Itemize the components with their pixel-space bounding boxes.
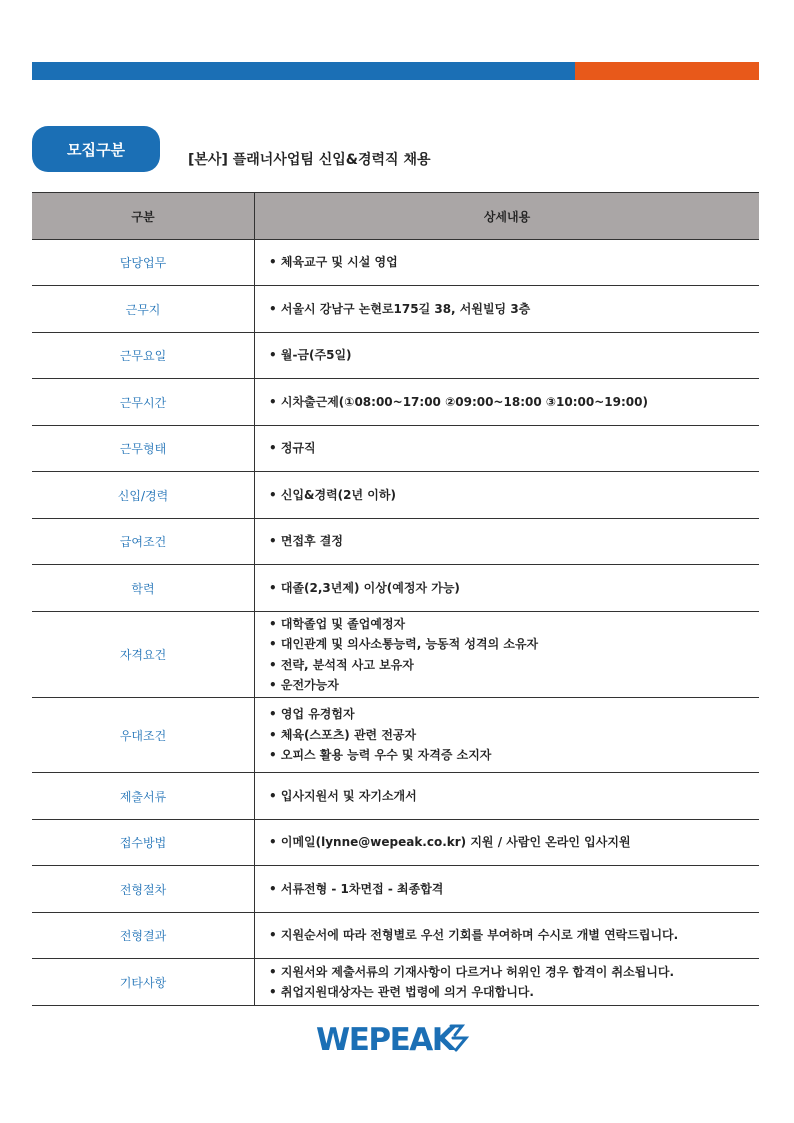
section-badge: 모집구분: [32, 126, 160, 172]
table-row: [32, 773, 759, 820]
row-label: 제출서류: [32, 773, 255, 820]
row-label: 전형절차: [32, 866, 255, 913]
row-detail: [255, 773, 760, 820]
detail-line: • 대졸(2,3년제) 이상(예정자 가능): [269, 580, 460, 595]
row-label: 담당업무: [32, 240, 255, 286]
detail-line: • 체육(스포츠) 관련 전공자: [269, 727, 417, 742]
row-label: 우대조건: [32, 698, 255, 773]
detail-line: • 정규직: [269, 441, 316, 456]
column-header-category: 구분: [32, 193, 255, 240]
detail-line: • 월-금(주5일): [269, 348, 352, 363]
row-detail: [255, 820, 760, 866]
row-label: 자격요건: [32, 612, 255, 698]
row-detail: [255, 333, 760, 379]
detail-line: • 체육교구 및 시설 영업: [269, 255, 398, 270]
detail-line: • 대학졸업 및 졸업예정자: [269, 616, 406, 631]
detail-line: • 입사지원서 및 자기소개서: [269, 788, 417, 803]
wepeak-logo: [314, 1018, 474, 1058]
row-detail: [255, 866, 760, 913]
row-label: 급여조건: [32, 519, 255, 565]
detail-line: • 운전가능자: [269, 678, 339, 692]
row-detail: [255, 379, 760, 426]
table-row: [32, 959, 759, 1006]
table-row: [32, 913, 759, 959]
table-row: [32, 379, 759, 426]
row-label: 학력: [32, 565, 255, 612]
posting-title: [본사] 플래너사업팀 신입&경력직 채용: [188, 152, 431, 168]
table-row: [32, 519, 759, 565]
row-detail: [255, 472, 760, 519]
row-detail: [255, 565, 760, 612]
row-detail: [255, 612, 760, 698]
detail-line: • 신입&경력(2년 이하): [269, 487, 396, 502]
table-row: [32, 565, 759, 612]
top-color-bar: [32, 62, 759, 80]
table-row: [32, 612, 759, 698]
detail-line: • 지원순서에 따라 전형별로 우선 기회를 부여하며 수시로 개별 연락드립니다.: [269, 928, 679, 943]
row-detail: [255, 519, 760, 565]
row-label: 근무형태: [32, 426, 255, 472]
row-detail: [255, 698, 760, 773]
detail-line: • 대인관계 및 의사소통능력, 능동적 성격의 소유자: [269, 637, 539, 651]
detail-line: • 서류전형 - 1차면접 - 최종합격: [269, 881, 444, 896]
table-row: [32, 240, 759, 286]
row-label: 접수방법: [32, 820, 255, 866]
table-row: [32, 820, 759, 866]
detail-line: • 서울시 강남구 논현로175길 38, 서원빌딩 3층: [269, 301, 531, 316]
recruitment-table: [32, 192, 759, 1006]
detail-line: • 취업지원대상자는 관련 법령에 의거 우대합니다.: [269, 985, 534, 999]
table-row: [32, 286, 759, 333]
table-row: [32, 866, 759, 913]
row-detail: [255, 286, 760, 333]
row-label: 신입/경력: [32, 472, 255, 519]
row-detail: [255, 240, 760, 286]
detail-line: • 전략, 분석적 사고 보유자: [269, 657, 414, 672]
detail-line: • 이메일(lynne@wepeak.co.kr) 지원 / 사람인 온라인 입사지원: [269, 835, 631, 850]
detail-line: • 시차출근제(①08:00~17:00 ②09:00~18:00 ③10:00~19:00): [269, 394, 648, 409]
detail-line: • 면접후 결정: [269, 534, 343, 549]
table-row: [32, 426, 759, 472]
row-label: 근무시간: [32, 379, 255, 426]
table-header-row: [32, 193, 759, 240]
table-row: [32, 472, 759, 519]
row-label: 기타사항: [32, 959, 255, 1006]
table-row: [32, 698, 759, 773]
row-label: 전형결과: [32, 913, 255, 959]
column-header-details: 상세내용: [255, 193, 760, 240]
top-bar-blue-segment: [32, 62, 575, 80]
detail-line: • 영업 유경험자: [269, 707, 355, 722]
row-label: 근무요일: [32, 333, 255, 379]
row-detail: [255, 959, 760, 1006]
table-row: [32, 333, 759, 379]
row-detail: [255, 426, 760, 472]
logo-wordmark: WEPEAK: [316, 1022, 455, 1058]
top-bar-orange-segment: [575, 62, 759, 80]
row-detail: [255, 913, 760, 959]
detail-line: • 지원서와 제출서류의 기재사항이 다르거나 허위인 경우 합격이 취소됩니다.: [269, 964, 675, 979]
row-label: 근무지: [32, 286, 255, 333]
detail-line: • 오피스 활용 능력 우수 및 자격증 소지자: [269, 748, 492, 763]
